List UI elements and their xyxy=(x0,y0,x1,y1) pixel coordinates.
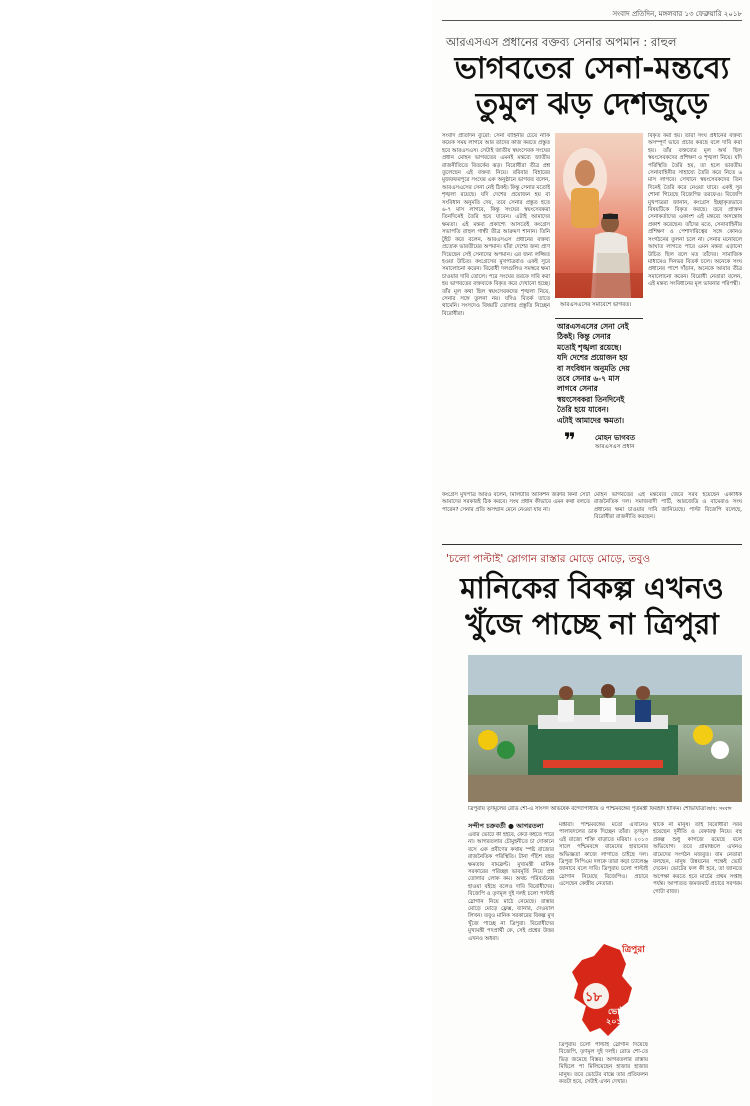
dateline: সংবাদ প্রতিদিন, মঙ্গলবার ১৩ ফেব্রুয়ারি ২০১৮ xyxy=(612,10,742,18)
newspaper-page xyxy=(432,0,750,1106)
pull-quote-rule xyxy=(555,318,643,319)
pull-quote-line: ঠিকই। কিন্তু সেনার xyxy=(557,332,611,342)
story2-headline-line1: মানিকের বিকল্প এখনও xyxy=(460,571,724,605)
pull-quote-line: বা সংবিধান অনুমতি দেয় xyxy=(557,363,630,373)
story1-column-1: সংবাদ প্রতিদিন ব্যুরো: সেনা বাহিনীর চেয়ে নাকি কয়েক সময় লাগবে আর তাদের কাজ করতে প্রস্তুত হবে আরএসএস। সেটাই জাতীয় স্বয়ংসেবক সংঘের প্রধান মোহন ভাগবতের এমনই মন্তব্যে জাতীয় রাজনীতিতে বিতর্কের ঝড়। বিরোধীরা তীব্র প্রশ্ন তুলেছেন এই বক্তব্য নিয়ে। রবিবার বিহারের মুজফফরপুরে সংঘের এক অনুষ্ঠানে ভাগবত বলেন, আরএসএসের সেনা নেই ঠিকই। কিন্তু সেনার মতোই শৃঙ্খলা রয়েছে। যদি দেশের প্রয়োজন হয় বা সংবিধান অনুমতি দেয়, তবে সেনার প্রস্তুত হতে ৬-৭ মাস লাগবে, কিন্তু সংঘের স্বয়ংসেবকরা তিনদিনেই তৈরি হয়ে যাবেন। এটাই আমাদের ক্ষমতা। এই মন্তব্য প্রকাশ্যে আসতেই কংগ্রেস সভাপতি রাহুল গান্ধী তীব্র আক্রমণ শানান। তিনি টুইট করে বলেন, আরএসএস প্রধানের বক্তব্য প্রত্যেক ভারতীয়ের অপমান। যাঁরা দেশের জন্য প্রাণ দিয়েছেন সেই সেনাদের অপমান। এর জন্য লজ্জিত হওয়া উচিত। কংগ্রেসের মুখপাত্ররাও একই সুরে সমালোচনা করেন। বিরোধী দলগুলিও সমস্বরে ক্ষমা চাওয়ার দাবি তোলে। পরে সংঘের তরফে দাবি করা হয় ভাগবতের বক্তব্যকে বিকৃত করে দেখানো হচ্ছে। তাঁর মূল কথা ছিল স্বয়ংসেবকদের শৃঙ্খলা নিয়ে, সেনার সঙ্গে তুলনা নয়। যদিও বিতর্ক তাতে থামেনি। সংসদেও বিষয়টি তোলার প্রস্তুতি নিচ্ছেন বিরোধীরা। xyxy=(442,133,550,317)
story2-column-3: থাকে না মানুষ। তাই বিরোধীরা সরব হয়েছেন দুর্নীতি ও বেকারত্ব নিয়ে। বহু প্রকল্প শুধু কাগজে রয়েছে বলে অভিযোগ। তবে গ্রামাঞ্চলে এখনও বামেদের সংগঠন মজবুত। বাম নেতারা বলছেন, মানুষ উন্নয়নের পক্ষেই ভোট দেবেন। ভোটের ফল কী হবে, তা জানতে অপেক্ষা করতে হবে মার্চের প্রথম সপ্তাহ পর্যন্ত। আপাতত জমজমাট প্রচারে সরগরম গোটা রাজ্য। xyxy=(653,822,742,895)
story1-headline-line2: তুমুল ঝড় দেশজুড়ে xyxy=(475,87,709,122)
map-label: ভোট xyxy=(608,1007,624,1016)
story1-headline-line1: ভাগবতের সেনা-মন্তব্যে xyxy=(454,51,730,86)
pull-quote-line: লাগবে সেনার xyxy=(557,384,598,394)
story2-bottom-middle: ত্রিপুরায় চলো পাল্টাই স্লোগান দিয়েছে বিজেপি, তৃণমূল দুই দলই। রোড শো-তে ভিড় জমেছে বিস্তর। আগরতলার রাস্তায় মিছিলে পা মিলিয়েছেন হাজার হাজার মানুষ। তবে ভোটের বাক্সে তার প্রতিফলন কতটা হবে, সেটাই এখন দেখার। xyxy=(559,1042,648,1086)
quote-role: আরএসএস প্রধান xyxy=(595,444,635,450)
story1-kicker: আরএসএস প্রধানের বক্তব্য সেনার অপমান : রাহুল xyxy=(446,35,677,49)
story2-byline: সন্দীপ চক্রবর্তী ● আগরতলা xyxy=(468,822,544,830)
story2-headline-line2: খুঁজে পাচ্ছে না ত্রিপুরা xyxy=(465,607,719,641)
map-year: ২০১৮ xyxy=(606,1017,627,1026)
story1-photo-caption: আরএসএসের সমাবেশে ভাগবত। xyxy=(560,302,632,308)
story1-photo xyxy=(555,133,643,298)
story2-photo xyxy=(468,655,742,802)
pull-quote-line: যদি দেশের প্রয়োজন হয় xyxy=(557,353,628,363)
story1-bottom-right: মোহন ভাগবতের এই মন্তব্যের জেরে সরব হয়েছেন একাধিক রাজনৈতিক দল। সমাজবাদী পার্টি, আরজেডি ও বামেরাও সংঘ প্রধানের ক্ষমা চাওয়ার দাবি জানিয়েছে। পাল্টা বিজেপি বলেছে, বিরোধীরা রাজনীতি করছেন। xyxy=(594,492,742,521)
story2-photo-caption: ত্রিপুরায় তৃণমূলের রোড শো-এ সাংসদ অভিষেক বন্দ্যোপাধ্যায় ও পশ্চিমবঙ্গের পূর্তমন্ত্রী ফিরহাদ হাকিম। শোভাযাত্রা। xyxy=(468,806,708,812)
story2-photo-credit: ছবি: সংবাদ xyxy=(708,806,732,812)
quote-author: মোহন ভাগবত xyxy=(595,434,636,442)
section-divider xyxy=(442,544,742,545)
quote-mark-icon: ❞ xyxy=(564,428,576,452)
pull-quote xyxy=(557,322,645,426)
pull-quote-line: আরএসএসের সেনা নেই xyxy=(557,322,629,331)
story2-column-2: মন্ত্রীরা। পশ্চিমবঙ্গের মতো এখানেও পালাবদলের ডাক দিচ্ছেন তাঁরা। তৃণমূল এই রাজ্যে শক্তি বাড়াতে মরিয়া। ২০১৩ সালে পশ্চিমবঙ্গে বামেদের হারানোর অভিজ্ঞতা কাজে লাগাতে চাইছে দল। ত্রিপুরা সিপিএম দলকে তারা কড়া চ্যালেঞ্জ জানাবে বলে দাবি। ত্রিপুরায় চলো পাল্টাই স্লোগান নিয়েছে বিজেপিও। প্রচারে এসেছেন কেন্দ্রীয় নেতারা। xyxy=(559,822,648,888)
story1-bottom-left: কংগ্রেস মুখপাত্র আরও বলেন, মিলিটারি অ্যাকশন জরুরি কিনা সেটা আমাদের সরকারই ঠিক করবে। সংঘ প্রধান কীভাবে এমন কথা বলতে পারেন? সেনার প্রতি অসম্মান মেনে নেওয়া যায় না। xyxy=(442,492,590,513)
pull-quote-line: তৈরি হয়ে যাবেন। xyxy=(557,405,609,415)
pull-quote-line: মতোই শৃঙ্খলা রয়েছে। xyxy=(557,342,622,352)
road-show-image xyxy=(468,655,742,802)
map-title: ত্রিপুরা xyxy=(622,945,645,955)
pull-quote-line: স্বয়ংসেবকরা তিনদিনেই xyxy=(557,394,625,404)
story1-column-2: বিকৃত করা হয়। তারা সংঘ প্রধানের বক্তব্য অসম্পূর্ণ ভাবে প্রচার করছে বলে দাবি করা হয়। তাঁর বক্তব্যের মূল অর্থ ছিল স্বয়ংসেবকদের প্রশিক্ষণ ও শৃঙ্খলা নিয়ে। যদি পরিস্থিতি তৈরি হয়, তা হলে ভারতীয় সেনাবাহিনীর সাহায্যে তৈরি করে নিতে ৬ মাস লাগবে। সেখানে স্বয়ংসেবকদের তিন দিনেই তৈরি করে নেওয়া যাবে। একই সুর শোনা গিয়েছে বিজেপির তরফেও। বিজেপি মুখপাত্ররা জানান, কংগ্রেস ইচ্ছাকৃতভাবে বিষয়টিকে বিকৃত করছে। তবে প্রাক্তন সেনাকর্তাদের একাংশ এই মন্তব্যে অসন্তোষ প্রকাশ করেছেন। তাঁদের মতে, সেনাবাহিনীর প্রশিক্ষণ ও পেশাদারিত্বের সঙ্গে কোনও সংগঠনের তুলনা চলে না। সেনার মনোবলে আঘাত লাগতে পারে এমন মন্তব্য এড়ানো উচিত ছিল বলে মত তাঁদের। সামাজিক মাধ্যমেও দিনভর বিতর্ক চলে। অনেকে সংঘ প্রধানের পাশে দাঁড়ান, অনেকে আবার তীব্র সমালোচনা করেন। বিরোধী নেতারা বলেন, এই মন্তব্য সংবিধানের মূল ভাবনার পরিপন্থী। xyxy=(648,133,742,288)
map-date: ১৮ xyxy=(585,990,602,1005)
bhagwat-rally-image xyxy=(555,133,643,298)
story2-column-1: এবার ভোটে কী হইবে, কেউ কইতে পারে না। আগরতলার চৌমুহনীতে চা দোকানে বসে এক প্রবীণের কথায় স্পষ্ট রাজ্যের রাজনৈতিক পরিস্থিতি। টানা পঁচিশ বছর ক্ষমতায় বামফ্রন্ট। মুখ্যমন্ত্রী মানিক সরকারের পরিচ্ছন্ন ভাবমূর্তি নিয়ে প্রশ্ন তোলার লোক কম। অথচ পরিবর্তনের হাওয়া বইছে বলেও দাবি বিরোধীদের। বিজেপি ও তৃণমূল দুই দলই চলো পাল্টাই স্লোগান নিয়ে মাঠে নেমেছে। রাস্তার মোড়ে মোড়ে ফ্লেক্স, ব্যানার, দেওয়াল লিখন। তবুও মানিক সরকারের বিকল্প মুখ খুঁজে পাচ্ছে না ত্রিপুরা। বিরোধীদের মুখ্যমন্ত্রী পদপ্রার্থী কে, সেই প্রশ্নের উত্তর এখনও অধরা। xyxy=(468,832,554,942)
page-header xyxy=(442,6,742,21)
pull-quote-line: তবে সেনার ৬-৭ মাস xyxy=(557,374,620,384)
pull-quote-line: এটাই আমাদের ক্ষমতা। xyxy=(557,415,624,425)
story2-kicker: 'চলো পাল্টাই' স্লোগান রাস্তার মোড়ে মোড়ে, তবুও xyxy=(446,553,651,565)
